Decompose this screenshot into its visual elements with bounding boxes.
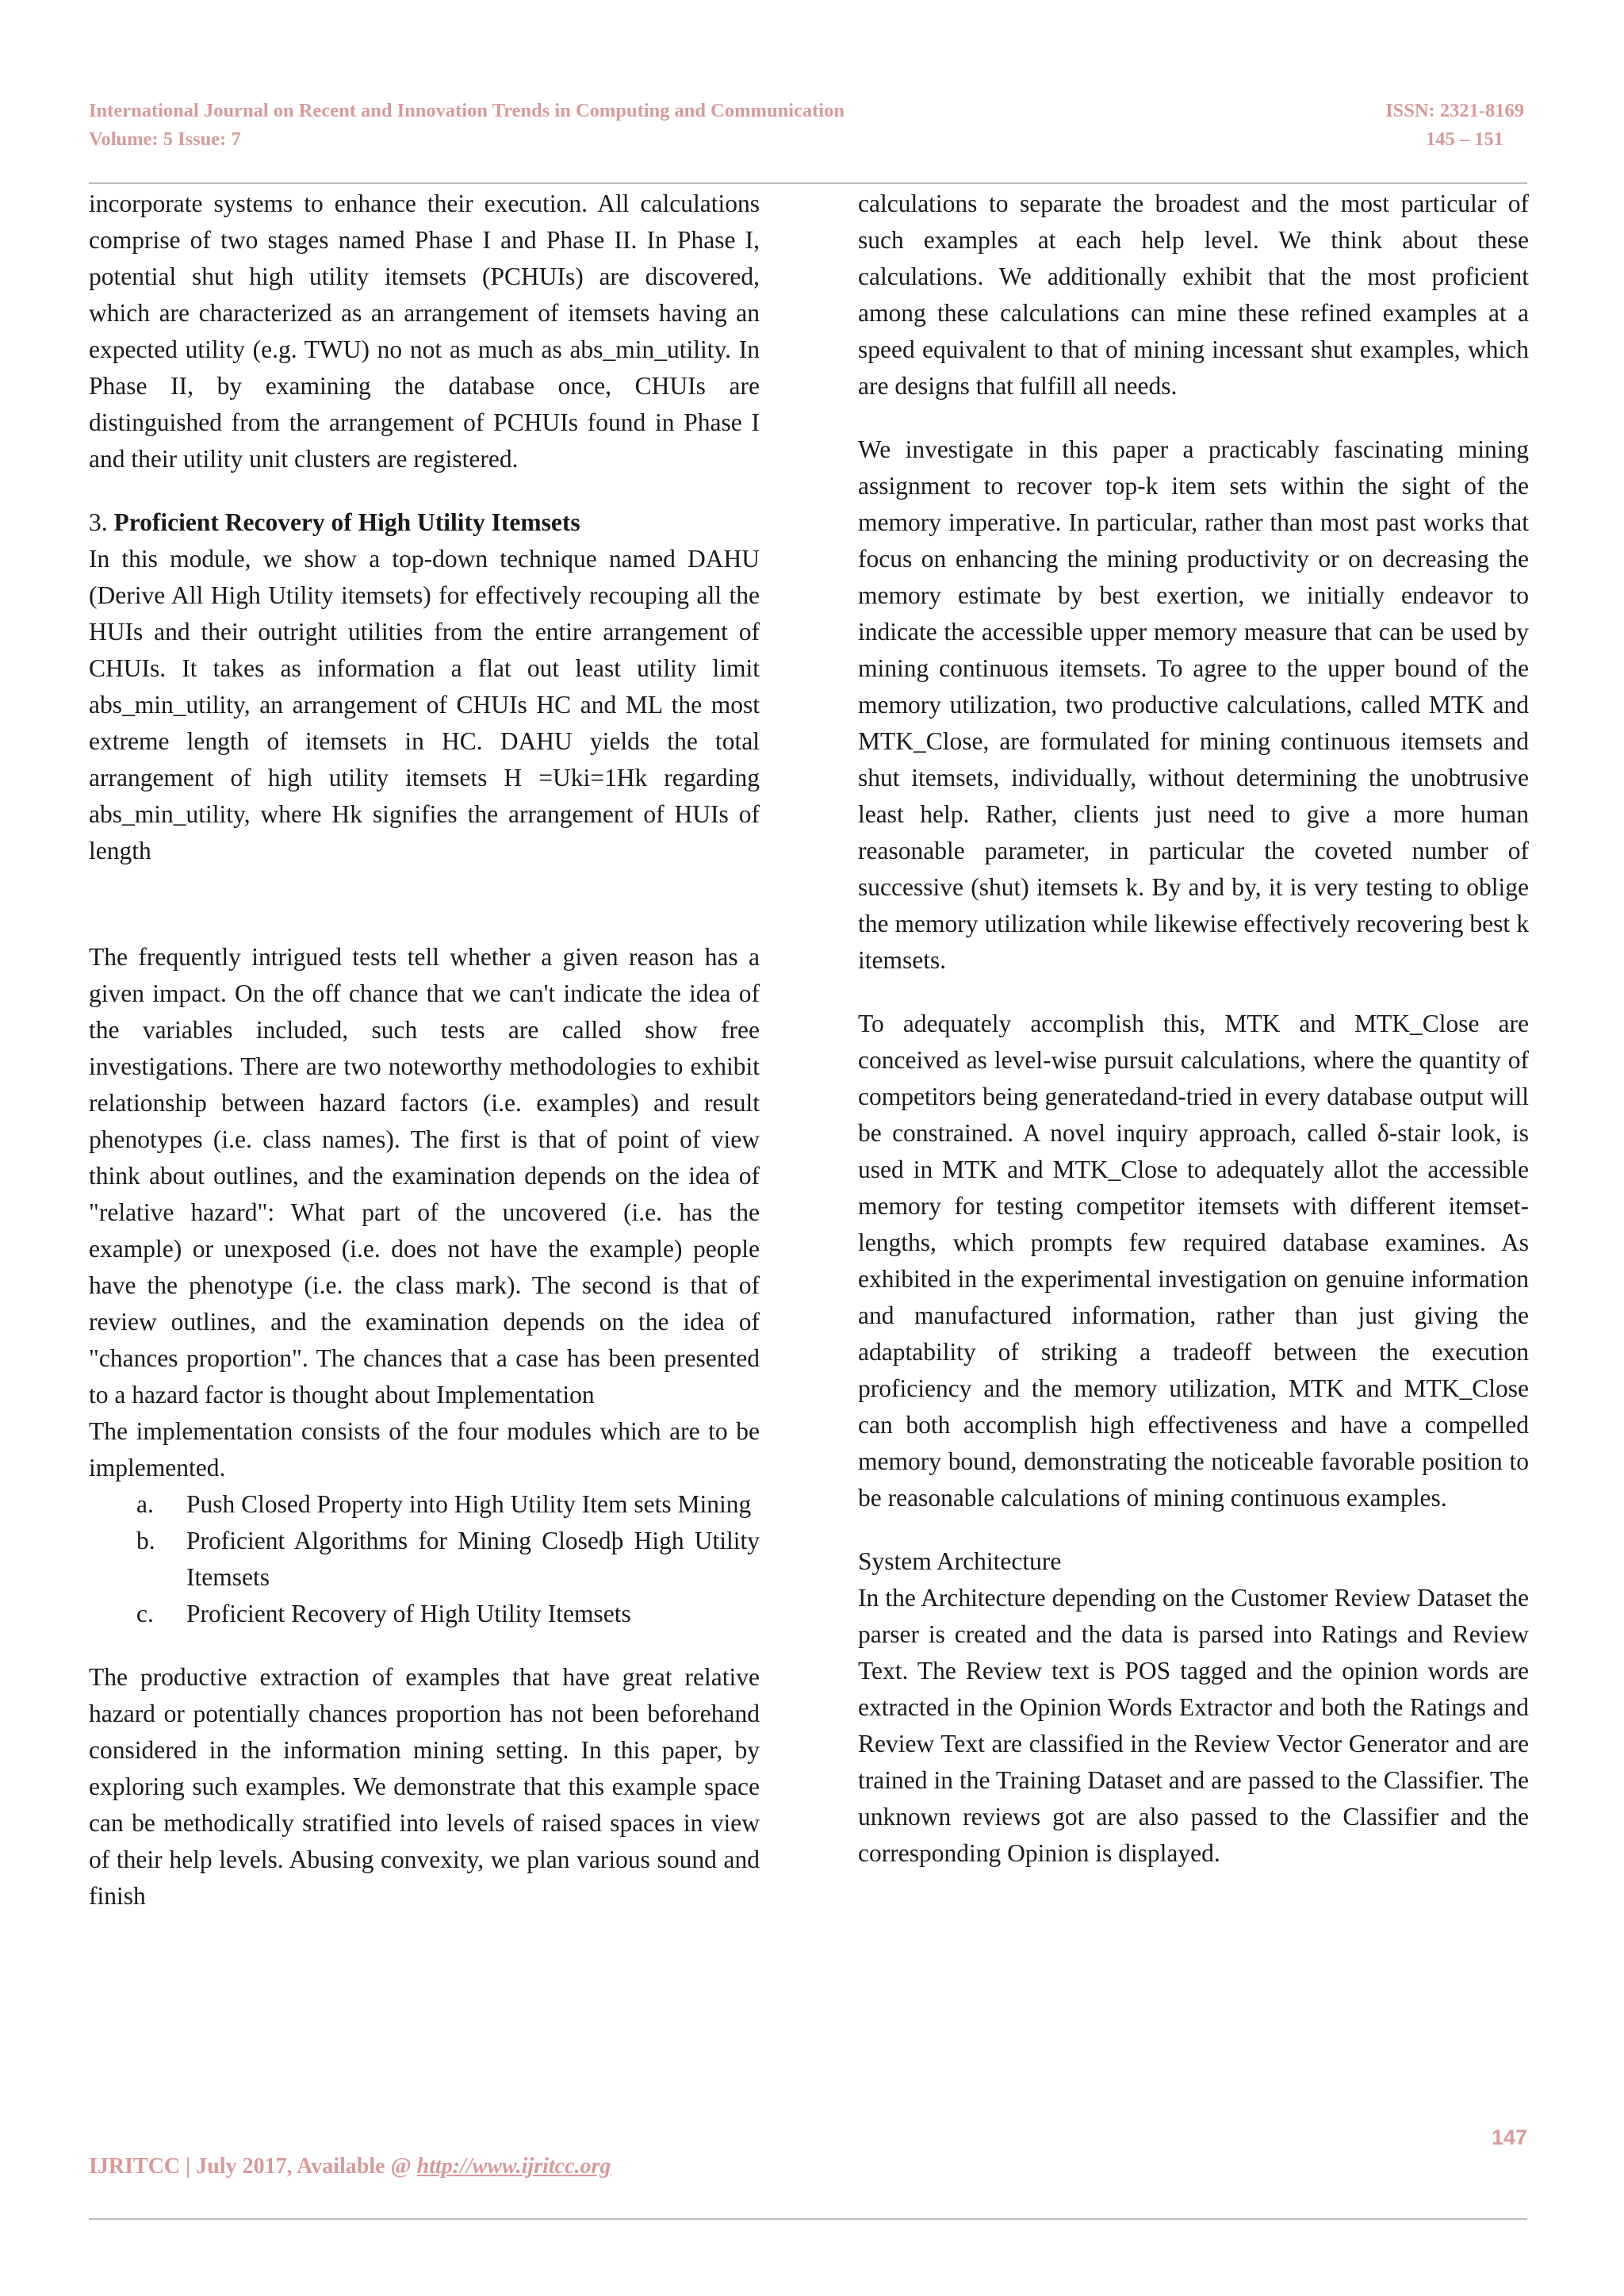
footer-citation — [89, 2154, 611, 2179]
list-item — [89, 1596, 760, 1632]
header-divider — [89, 182, 1527, 184]
header-right — [1385, 97, 1524, 154]
paragraph: To adequately accomplish this, MTK and MTK_Close are conceived as level-wise pursuit calculations, where the quantity of competitors being generatedand-tried in every database output will be constrained. A novel inquiry approach, called δ-stair look, is used in MTK and MTK_Close to adequately allot the accessible memory for testing competitor itemsets with different itemset-lengths, which prompts few required database examines. As exhibited in the experimental investigation on genuine information and manufactured information, rather than just giving the adaptability of striking a tradeoff between the execution proficiency and the memory utilization, MTK and MTK_Close can both accomplish high effectiveness and have a compelled memory bound, demonstrating the noticeable favorable position to be reasonable calculations of mining continuous examples. — [858, 1010, 1529, 1512]
paragraph: The implementation consists of the four modules which are to be implemented. — [89, 1417, 760, 1481]
paragraph: We investigate in this paper a practicably fascinating mining assignment to recover top-k item sets within the sight of the memory imperative. In particular, rather than most past works that focus on enhancing the mining productivity or on decreasing the memory estimate by best exertion, we initially endeavor to indicate the accessible upper memory measure that can be used by mining continuous itemsets. To agree to the upper bound of the memory utilization, two productive calculations, called MTK and MTK_Close, are formulated for mining continuous itemsets and shut itemsets, individually, without determining the unobtrusive least help. Rather, clients just need to give a more human reasonable parameter, in particular the coveted number of successive (shut) itemsets k. By and by, it is very testing to oblige the memory utilization while likewise effectively recovering best k itemsets. — [858, 435, 1529, 974]
paragraph: The productive extraction of examples that have great relative hazard or potentially chances proportion has not been beforehand considered in the information mining setting. In this paper, by exploring such examples. We demonstrate that this example space can be methodically stratified into levels of raised spaces in view of their help levels. Abusing convexity, we plan various sound and finish — [89, 1663, 760, 1910]
page-number: 147 — [1491, 2125, 1527, 2149]
paragraph: The frequently intrigued tests tell whether a given reason has a given impact. On the off chance that we can't indicate the idea of the variables included, such tests are called show free investigations. There are two noteworthy methodologies to exhibit relationship between hazard factors (i.e. examples) and result phenotypes (i.e. class names). The first is that of point of view think about outlines, and the examination depends on the idea of "relative hazard": What part of the uncovered (i.e. has the example) or unexposed (i.e. does not have the example) people have the phenotype (i.e. the class mark). The second is that of review outlines, and the examination depends on the idea of "chances proportion". The chances that a case has been presented to a hazard factor is thought about Implementation — [89, 943, 760, 1409]
paragraph: incorporate systems to enhance their execution. All calculations comprise of two stages named Phase I and Phase II. In Phase I, potential shut high utility itemsets (PCHUIs) are discovered, which are characterized as an arrangement of itemsets having an expected utility (e.g. TWU) no not as much as abs_min_utility. In Phase II, by examining the database once, CHUIs are distinguished from the arrangement of PCHUIs found in Phase I and their utility unit clusters are registered. — [89, 190, 760, 473]
journal-title: International Journal on Recent and Innovation Trends in Computing and Communication — [89, 100, 845, 121]
list-item-text: Proficient Algorithms for Mining Closedþ High Utility Itemsets — [186, 1527, 760, 1591]
paragraph: In the Architecture depending on the Customer Review Dataset the parser is created and the data is parsed into Ratings and Review Text. The Review text is POS tagged and the opinion words are extracted in the Opinion Words Extractor and both the Ratings and Review Text are classified in the Review Vector Generator and are trained in the Training Dataset and are passed to the Classifier. The unknown reviews got are also passed to the Classifier and the corresponding Opinion is displayed. — [858, 1584, 1529, 1867]
list-marker: b. — [136, 1527, 155, 1554]
left-column — [89, 186, 760, 1915]
list-marker: a. — [136, 1490, 154, 1518]
issn: ISSN: 2321-8169 — [1385, 100, 1524, 121]
paragraph: In this module, we show a top-down technique named DAHU (Derive All High Utility itemsets) for effectively recouping all the HUIs and their outright utilities from the entire arrangement of CHUIs. It takes as information a flat out least utility limit abs_min_utility, an arrangement of CHUIs HC and ML the most extreme length of itemsets in HC. DAHU yields the total arrangement of high utility itemsets H =Uki=1Hk regarding abs_min_utility, where Hk signifies the arrangement of HUIs of length — [89, 545, 760, 864]
list-item — [89, 1523, 760, 1596]
section-heading — [89, 504, 760, 541]
section-number: 3. — [89, 508, 114, 536]
footer-text: IJRITCC | July 2017, Available @ — [89, 2154, 417, 2179]
section-heading: System Architecture — [858, 1547, 1062, 1575]
journal-header — [89, 97, 1524, 155]
journal-link[interactable]: http://www.ijritcc.org — [416, 2154, 611, 2179]
section-title: Proficient Recovery of High Utility Itemsets — [113, 508, 580, 536]
page-range: 145 – 151 — [1426, 128, 1503, 150]
right-column — [858, 186, 1529, 1872]
list-item-text: Proficient Recovery of High Utility Itemsets — [186, 1600, 631, 1627]
list-item-text: Push Closed Property into High Utility Item sets Mining — [186, 1490, 752, 1518]
volume-issue: Volume: 5 Issue: 7 — [89, 128, 241, 150]
list-marker: c. — [136, 1600, 154, 1627]
footer-divider — [89, 2218, 1527, 2220]
list-item — [89, 1486, 760, 1523]
paragraph: calculations to separate the broadest and the most particular of such examples at each help level. We think about these calculations. We additionally exhibit that the most proficient among these calculations can mine these refined examples at a speed equivalent to that of mining incessant shut examples, which are designs that fulfill all needs. — [858, 190, 1529, 400]
module-list — [89, 1486, 760, 1632]
